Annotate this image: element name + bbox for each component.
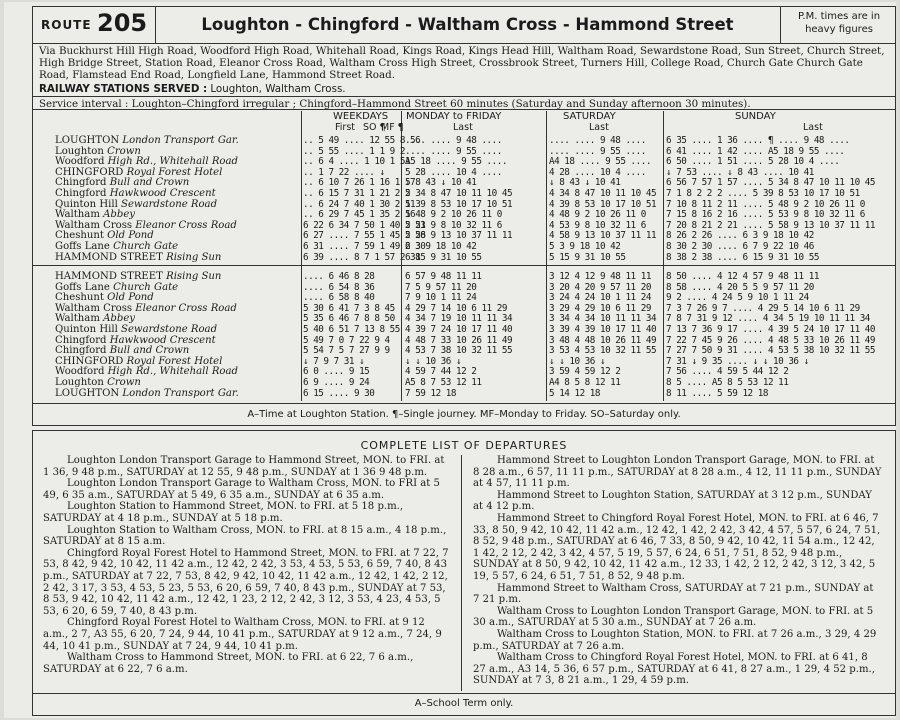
time-cell-sunday: 6 35 .... 1 36 .... ¶ .... 9 48 .... — [666, 135, 850, 146]
stop-town: Chingford — [55, 345, 110, 357]
time-cell-saturday: .... .... 9 48 .... — [549, 135, 646, 146]
stop-place: Crown — [107, 377, 141, 388]
time-cell-saturday: 3 53 4 53 10 32 11 55 — [549, 345, 657, 357]
time-cell-saturday: 3 20 4 20 9 57 11 20 — [549, 281, 651, 293]
time-cell-sunday: 7 56 .... 4 59 5 44 12 2 — [666, 366, 789, 378]
stop-place: Eleanor Cross Road — [135, 302, 237, 314]
departure-entry: Hammond Street to Chingford Royal Forest Hotel, MON. to FRI. at 6 46, 7 33, 8 50, 9 42, 10 42, 11 42 a.m., 12 42, 1 42, 2 42, 3 42, 4 57, 5 57, 6 24, 7 51, 8 52, 9 48 p.m., SATURDAY at 6 46, 7 33, 8 50, 9 42, 10 42, 11 54 a.m., 12 42, 1 42, 2 12, 2 42, 3 42, 4 57, 5 19, 5 57, 6 24, 6 51, 7 51, 8 52, 9 48 p.m., SUNDAY at 8 50, 9 42, 10 42, 11 42 a.m., 12 33, 1 42, 2 12, 2 42, 3 12, 3 42, 5 19, 5 57, 6 24, 6 51, 7 51, 8 52, 9 48 p.m. — [473, 512, 881, 582]
sun-last-header: Last — [803, 122, 823, 133]
weekdays-header: WEEKDAYS — [333, 111, 389, 122]
stop-name — [55, 335, 216, 346]
stop-place: Royal Forest Hotel — [126, 355, 223, 367]
departure-entry: Chingford Royal Forest Hotel to Hammond Street, MON. to FRI. at 7 22, 7 53, 8 42, 9 42, 10 42, 11 42 a.m., 12 42, 2 42, 3 53, 4 53, 5 53, 6 59, 7 40, 8 43 p.m., SATURDAY at 7 22, 7 53, 8 42, 9 42, 10 42, 11 42 a.m., 12 42, 1 42, 2 12, 2 42, 3 17, 3 53, 4 53, 5 23, 5 53, 6 20, 6 59, 7 40, 8 43 p.m., SUNDAY at 7 53, 8 53, 9 42, 10 42, 11 42 a.m., 12 42, 1 23, 2 12, 2 42, 3 12, 3 53, 4 23, 4 53, 5 53, 6 20, 6 59, 7 40, 8 43 p.m. — [43, 547, 449, 617]
time-cell-saturday: 4 53 9 8 10 32 11 6 — [549, 219, 646, 231]
time-cell-sunday: 8 50 .... 4 12 4 57 9 48 11 11 — [666, 271, 819, 282]
stop-town: CHINGFORD — [55, 166, 127, 178]
stop-place: Sewardstone Road — [121, 198, 218, 210]
stop-place: Rising Sun — [166, 251, 222, 263]
departures-footnote: A–School Term only. — [33, 693, 895, 709]
time-cell-sunday: 7 8 7 31 9 12 .... 4 34 5 19 10 11 11 34 — [666, 313, 870, 325]
time-cell-saturday: 5 15 9 31 10 55 — [549, 251, 626, 263]
stop-town: Cheshunt — [55, 230, 108, 242]
time-cell-sunday: 8 58 .... 4 20 5 5 9 57 11 20 — [666, 281, 814, 293]
time-cell-saturday: A4 18 .... 9 55 .... — [549, 156, 651, 168]
stop-place: Bull and Crown — [109, 177, 190, 189]
stop-place: Bull and Crown — [109, 345, 190, 357]
time-cell-mon-fri: 4 59 7 44 12 2 — [405, 366, 477, 378]
mf-last-header: Last — [453, 122, 473, 133]
time-cell-saturday: A4 8 5 8 12 11 — [549, 377, 621, 388]
departures-left-column — [43, 455, 453, 675]
departure-entry: Hammond Street to Loughton Station, SATURDAY at 3 12 p.m., SUNDAY at 4 12 p.m. — [473, 489, 872, 513]
time-cell-sunday: 7 3 7 26 9 7 .... 4 29 5 14 10 6 11 29 — [666, 302, 860, 314]
time-cell-mon-fri: 7 59 12 18 — [405, 387, 456, 399]
stop-place: London Transport Gar. — [122, 135, 239, 146]
time-cell-saturday: 3 48 4 48 10 26 11 49 — [549, 334, 657, 346]
stop-town: Chingford — [55, 334, 110, 346]
stop-place: Crown — [107, 145, 141, 157]
stop-town: Quinton Hill — [55, 198, 122, 210]
time-cell-mon-fri: 4 39 7 24 10 17 11 40 — [405, 324, 513, 335]
stop-name — [55, 292, 154, 303]
mf-header: MF ¶ — [381, 122, 404, 133]
sat-last-header: Last — [589, 122, 609, 133]
stop-place: Church Gate — [113, 241, 179, 252]
time-cell-saturday: 5 3 9 18 10 42 — [549, 241, 621, 252]
stop-place: Old Pond — [107, 292, 154, 304]
stop-town: Waltham Cross — [55, 302, 136, 314]
divider — [546, 111, 547, 401]
departure-entry: Loughton London Transport Garage to Hammond Street, MON. to FRI. at 1 36, 9 48 p.m., SATURDAY at 12 55, 9 48 p.m., SUNDAY at 1 36 9 48 p.m. — [43, 455, 445, 478]
time-cell-weekdays: .... 6 54 8 36 — [303, 281, 375, 293]
so-header: SO ¶ — [363, 122, 386, 133]
time-cell-weekdays: 6 27 .... 7 55 1 45 2 26 — [303, 230, 426, 242]
time-cell-weekdays: .... 6 46 8 28 — [303, 271, 375, 282]
stop-name — [55, 252, 221, 263]
sunday-header: SUNDAY — [735, 111, 776, 122]
time-cell-sunday: 7 15 8 16 2 16 .... 5 53 9 8 10 32 11 6 — [666, 209, 865, 221]
divider — [663, 111, 664, 401]
stop-name — [55, 177, 189, 188]
time-cell-weekdays: .. 1 7 22 .... ↓ — [303, 166, 385, 178]
timetable-panel — [32, 6, 896, 426]
departure-entry: Chingford Royal Forest Hotel to Waltham Cross, MON. to FRI. at 9 12 a.m., 2 7, A3 55, 6 20, 7 24, 9 44, 10 41 p.m., SATURDAY at 9 12 a.m., 7 24, 9 44, 10 41 p.m., SUNDAY at 7 24, 9 44, 10 41 p.m. — [43, 617, 442, 652]
route-label: ROUTE — [41, 18, 92, 32]
stop-name — [55, 135, 239, 146]
time-cell-weekdays: .. 6 15 7 31 1 21 2 2 — [303, 188, 411, 199]
stop-name — [55, 188, 216, 199]
stop-town: CHINGFORD — [55, 355, 127, 367]
time-cell-weekdays: ↓ 7 9 7 31 ↓ — [303, 355, 365, 367]
departures-title: COMPLETE LIST OF DEPARTURES — [360, 439, 568, 452]
mon-fri-header: MONDAY to FRIDAY — [406, 111, 502, 122]
time-cell-saturday: .... .... 9 55 .... — [549, 145, 646, 157]
stop-name — [55, 282, 178, 293]
stop-place: Old Pond — [107, 230, 154, 242]
stop-town: Chingford — [55, 177, 110, 189]
time-cell-saturday: 4 28 .... 10 4 .... — [549, 166, 646, 178]
time-cell-weekdays: 6 22 6 34 7 50 1 40 2 21 — [303, 219, 426, 231]
time-cell-sunday: 7 20 8 21 2 21 .... 5 58 9 13 10 37 11 11 — [666, 219, 875, 231]
service-interval: Service interval : Loughton–Chingford irregular ; Chingford–Hammond Street 60 minutes (Saturday and Sunday afternoon 30 minutes). — [33, 96, 895, 110]
time-cell-mon-fri: 5 53 9 8 10 32 11 6 — [405, 219, 502, 231]
timetable-grid — [33, 111, 895, 401]
time-cell-mon-fri: ↓ ↓ 10 36 ↓ — [405, 355, 462, 367]
stop-town: Woodford — [55, 366, 108, 378]
stop-town: Goffs Lane — [55, 241, 114, 252]
time-cell-mon-fri: ↓ 8 43 ↓ 10 41 — [405, 177, 477, 189]
time-cell-mon-fri: 7 9 10 1 11 24 — [405, 292, 477, 304]
time-cell-sunday: 7 27 7 50 9 31 .... 4 53 5 38 10 32 11 55 — [666, 345, 875, 357]
departure-entry: Loughton London Transport Garage to Waltham Cross, MON. to FRI at 5 49, 6 35 a.m., SATURDAY at 5 49, 6 35 a.m., SUNDAY at 6 35 a.m. — [43, 478, 440, 501]
time-cell-mon-fri: 5 48 9 2 10 26 11 0 — [405, 209, 502, 221]
stop-town: Waltham — [55, 209, 104, 221]
route-box — [33, 7, 156, 43]
time-cell-sunday: 7 10 8 11 2 11 .... 5 48 9 2 10 26 11 0 — [666, 198, 865, 210]
time-cell-mon-fri: 4 29 7 14 10 6 11 29 — [405, 302, 507, 314]
first-header: First — [335, 122, 355, 133]
time-cell-mon-fri: 6 3 9 18 10 42 — [405, 241, 477, 252]
departure-entry: Hammond Street to Waltham Cross, SATURDAY at 7 21 p.m., SUNDAY at 7 21 p.m. — [473, 582, 874, 606]
time-cell-weekdays: 6 39 .... 8 7 1 57 2 38 — [303, 251, 421, 263]
saturday-header: SATURDAY — [563, 111, 616, 122]
time-cell-sunday: 8 38 2 38 .... 6 15 9 31 10 55 — [666, 251, 819, 263]
time-cell-weekdays: .. 6 24 7 40 1 30 2 11 — [303, 198, 416, 210]
time-cell-weekdays: .... 6 58 8 40 — [303, 292, 375, 304]
time-cell-sunday: 8 5 .... A5 8 5 53 12 11 — [666, 377, 789, 388]
time-cell-weekdays: .. 6 4 .... 1 10 1 51 — [303, 156, 411, 168]
time-cell-mon-fri: .... .... 9 55 .... — [405, 145, 502, 157]
time-cell-sunday: 6 50 .... 1 51 .... 5 28 10 4 .... — [666, 156, 840, 168]
time-cell-weekdays: 5 49 7 0 7 22 9 4 — [303, 334, 390, 346]
time-cell-saturday: 4 34 8 47 10 11 10 45 — [549, 188, 657, 199]
time-cell-sunday: 8 26 2 26 .... 6 3 9 18 10 42 — [666, 230, 814, 242]
time-cell-saturday: 3 39 4 39 10 17 11 40 — [549, 324, 657, 335]
time-cell-saturday: 3 34 4 34 10 11 11 34 — [549, 313, 657, 325]
route-number: 205 — [97, 9, 148, 37]
departures-panel — [32, 430, 896, 716]
stop-place: Abbey — [103, 209, 135, 221]
time-cell-saturday: 3 12 4 12 9 48 11 11 — [549, 271, 651, 282]
time-cell-weekdays: 6 31 .... 7 59 1 49 2 30 — [303, 241, 426, 252]
stop-place: High Rd., Whitehall Road — [107, 156, 238, 168]
time-cell-sunday: 8 30 2 30 .... 6 7 9 22 10 46 — [666, 241, 814, 252]
column-divider — [461, 455, 462, 691]
stop-name — [55, 220, 237, 231]
stop-place: Abbey — [103, 313, 135, 325]
time-cell-mon-fri: 5 34 8 47 10 11 10 45 — [405, 188, 513, 199]
time-cell-weekdays: 5 35 6 46 7 8 8 50 — [303, 313, 395, 325]
stop-town: HAMMOND STREET — [55, 251, 167, 263]
railway-label: RAILWAY STATIONS SERVED : — [39, 83, 208, 95]
time-cell-saturday: 4 58 9 13 10 37 11 11 — [549, 230, 657, 242]
departure-entry: Loughton Station to Hammond Street, MON. to FRI. at 5 18 p.m., SATURDAY at 4 18 p.m., SUNDAY at 5 18 p.m. — [43, 501, 404, 524]
railway-value: Loughton, Waltham Cross. — [210, 83, 346, 95]
time-cell-saturday: 5 14 12 18 — [549, 387, 600, 399]
time-cell-weekdays: .. 5 49 .... 12 55 8 56 — [303, 135, 421, 146]
stop-town: Loughton — [55, 377, 108, 388]
time-cell-weekdays: 6 0 .... 9 15 — [303, 366, 370, 378]
stop-name — [55, 356, 222, 367]
time-cell-saturday: ↓ ↓ 10 36 ↓ — [549, 355, 606, 367]
departure-entry: Waltham Cross to Loughton London Transport Garage, MON. to FRI. at 5 30 a.m., SATURDAY at 5 30 a.m., SUNDAY at 7 26 a.m. — [473, 605, 874, 629]
stop-place: Eleanor Cross Road — [135, 219, 237, 231]
departures-right-column — [473, 455, 883, 687]
time-cell-mon-fri: 6 57 9 48 11 11 — [405, 271, 482, 282]
time-cell-weekdays: .. 6 29 7 45 1 35 2 16 — [303, 209, 416, 221]
stop-name — [55, 146, 141, 157]
timetable-page — [4, 2, 896, 718]
timetable-header — [33, 7, 895, 44]
stop-town: Waltham Cross — [55, 219, 136, 231]
time-cell-mon-fri: 6 15 9 31 10 55 — [405, 251, 482, 263]
stop-town: Goffs Lane — [55, 281, 114, 293]
time-cell-mon-fri: A5 8 7 53 12 11 — [405, 377, 482, 388]
stop-town: LOUGHTON — [55, 135, 123, 146]
time-cell-saturday: 3 59 4 59 12 2 — [549, 366, 621, 378]
stop-name — [55, 388, 239, 399]
time-cell-weekdays: .. 5 55 .... 1 1 9 2 — [303, 145, 405, 157]
stop-town: Waltham — [55, 313, 104, 325]
departure-entry: Loughton Station to Waltham Cross, MON. to FRI. at 8 15 a.m., 4 18 p.m., SATURDAY at 8 15 a.m. — [43, 524, 447, 548]
stop-place: Church Gate — [113, 281, 179, 293]
stop-town: Chingford — [55, 188, 110, 199]
stop-town: Quinton Hill — [55, 324, 122, 335]
time-cell-sunday: 6 41 .... 1 42 .... A5 18 9 55 .... — [666, 145, 845, 157]
stop-town: Loughton — [55, 145, 108, 157]
time-cell-saturday: 4 48 9 2 10 26 11 0 — [549, 209, 646, 221]
time-cell-saturday: ↓ 8 43 ↓ 10 41 — [549, 177, 621, 189]
time-cell-sunday: 9 2 .... 4 24 5 9 10 1 11 24 — [666, 292, 809, 304]
time-cell-saturday: 3 29 4 29 10 6 11 29 — [549, 302, 651, 314]
stop-name — [55, 156, 238, 167]
stop-name — [55, 377, 141, 388]
time-cell-weekdays: 6 9 .... 9 24 — [303, 377, 370, 388]
time-cell-mon-fri: 4 48 7 33 10 26 11 49 — [405, 334, 513, 346]
time-cell-mon-fri: 5 58 9 13 10 37 11 11 — [405, 230, 513, 242]
departure-entry: Hammond Street to Loughton London Transport Garage, MON. to FRI. at 8 28 a.m., 6 57, 11 11 p.m., SATURDAY at 8 28 a.m., 4 12, 11 11 p.m., SUNDAY at 4 57, 11 11 p.m. — [473, 455, 882, 490]
stop-name — [55, 271, 221, 282]
time-cell-sunday: 7 13 7 36 9 17 .... 4 39 5 24 10 17 11 40 — [666, 324, 875, 335]
time-cell-sunday: ↓ 7 53 .... ↓ 8 43 .... 10 41 — [666, 166, 814, 178]
time-cell-weekdays: 6 15 .... 9 30 — [303, 387, 375, 399]
stop-place: Rising Sun — [166, 271, 222, 282]
stop-town: Woodford — [55, 156, 108, 168]
time-cell-weekdays: 5 40 6 51 7 13 8 55 — [303, 324, 400, 335]
stop-name — [55, 345, 189, 356]
time-cell-saturday: 4 39 8 53 10 17 10 51 — [549, 198, 657, 210]
stop-place: Hawkwood Crescent — [109, 334, 216, 346]
stop-name — [55, 303, 237, 314]
time-cell-mon-fri: 4 34 7 19 10 11 11 34 — [405, 313, 513, 325]
time-cell-sunday: 8 11 .... 5 59 12 18 — [666, 387, 768, 399]
stop-name — [55, 366, 238, 377]
time-cell-mon-fri: 4 53 7 38 10 32 11 55 — [405, 345, 513, 357]
time-cell-mon-fri: A5 18 .... 9 55 .... — [405, 156, 507, 168]
railway-stations — [39, 83, 346, 95]
stop-town: LOUGHTON — [55, 387, 123, 399]
stop-name — [55, 313, 135, 324]
stop-place: High Rd., Whitehall Road — [107, 366, 238, 378]
stop-name — [55, 230, 154, 241]
time-cell-mon-fri: 7 5 9 57 11 20 — [405, 281, 477, 293]
time-cell-weekdays: .. 6 10 7 26 1 16 1 57 — [303, 177, 416, 189]
time-cell-weekdays: 5 30 6 41 7 3 8 45 — [303, 302, 395, 314]
stop-name — [55, 241, 178, 252]
time-cell-sunday: 7 22 7 45 9 26 .... 4 48 5 33 10 26 11 49 — [666, 334, 875, 346]
stop-name — [55, 209, 135, 220]
stop-town: HAMMOND STREET — [55, 271, 167, 282]
time-cell-weekdays: 5 54 7 5 7 27 9 9 — [303, 345, 390, 357]
footnotes: A–Time at Loughton Station. ¶–Single journey. MF–Monday to Friday. SO–Saturday only. — [33, 403, 895, 426]
time-cell-sunday: 7 1 8 2 2 2 .... 5 39 8 53 10 17 10 51 — [666, 188, 860, 199]
stop-place: Hawkwood Crescent — [109, 188, 216, 199]
time-cell-saturday: 3 24 4 24 10 1 11 24 — [549, 292, 651, 304]
stop-place: Sewardstone Road — [121, 324, 218, 335]
departure-entry: Waltham Cross to Chingford Royal Forest Hotel, MON. to FRI. at 6 41, 8 27 a.m., A3 14, 5 36, 6 57 p.m., SATURDAY at 6 41, 8 27 a.m., 1 29, 4 52 p.m., SUNDAY at 7 3, 8 21 a.m., 1 29, 4 59 p.m. — [473, 652, 875, 687]
stop-name — [55, 199, 217, 210]
time-cell-mon-fri: 5 28 .... 10 4 .... — [405, 166, 502, 178]
departure-entry: Waltham Cross to Loughton Station, MON. to FRI. at 7 26 a.m., 3 29, 4 29 p.m., SATURDAY at 7 26 a.m. — [473, 628, 877, 652]
stop-place: Royal Forest Hotel — [126, 166, 223, 178]
departure-entry: Waltham Cross to Hammond Street, MON. to FRI. at 6 22, 7 6 a.m., SATURDAY at 6 22, 7 6 a.m. — [43, 652, 414, 675]
via-text: Via Buckhurst Hill High Road, Woodford High Road, Whitehall Road, Kings Road, Kings Head Hill, Waltham Road, Sewardstone Road, Sun Street, Church Street, High Bridge Street, Station Road, Eleanor Cross Road, Waltham Cross High Street, Crossbrook Street, Turners Hill, College Road, Church Gate Church Gate Road, Flamstead End Road, Longfield Lane, Hammond Street Road. — [39, 45, 885, 81]
direction-divider — [33, 265, 895, 266]
time-cell-sunday: 7 31 ↓ 9 35 .... ↓ ↓ 10 36 ↓ — [666, 355, 809, 367]
divider — [301, 111, 302, 401]
time-cell-mon-fri: .... .... 9 48 .... — [405, 135, 502, 146]
time-cell-sunday: 6 56 7 57 1 57 .... 5 34 8 47 10 11 10 45 — [666, 177, 875, 189]
stop-name — [55, 324, 217, 335]
time-cell-mon-fri: 5 39 8 53 10 17 10 51 — [405, 198, 513, 210]
route-title: Loughton - Chingford - Waltham Cross - Hammond Street — [155, 7, 781, 43]
stop-name — [55, 167, 222, 178]
stop-town: Cheshunt — [55, 292, 108, 304]
pm-note: P.M. times are in heavy figures — [797, 11, 881, 35]
stop-place: London Transport Gar. — [122, 387, 239, 399]
